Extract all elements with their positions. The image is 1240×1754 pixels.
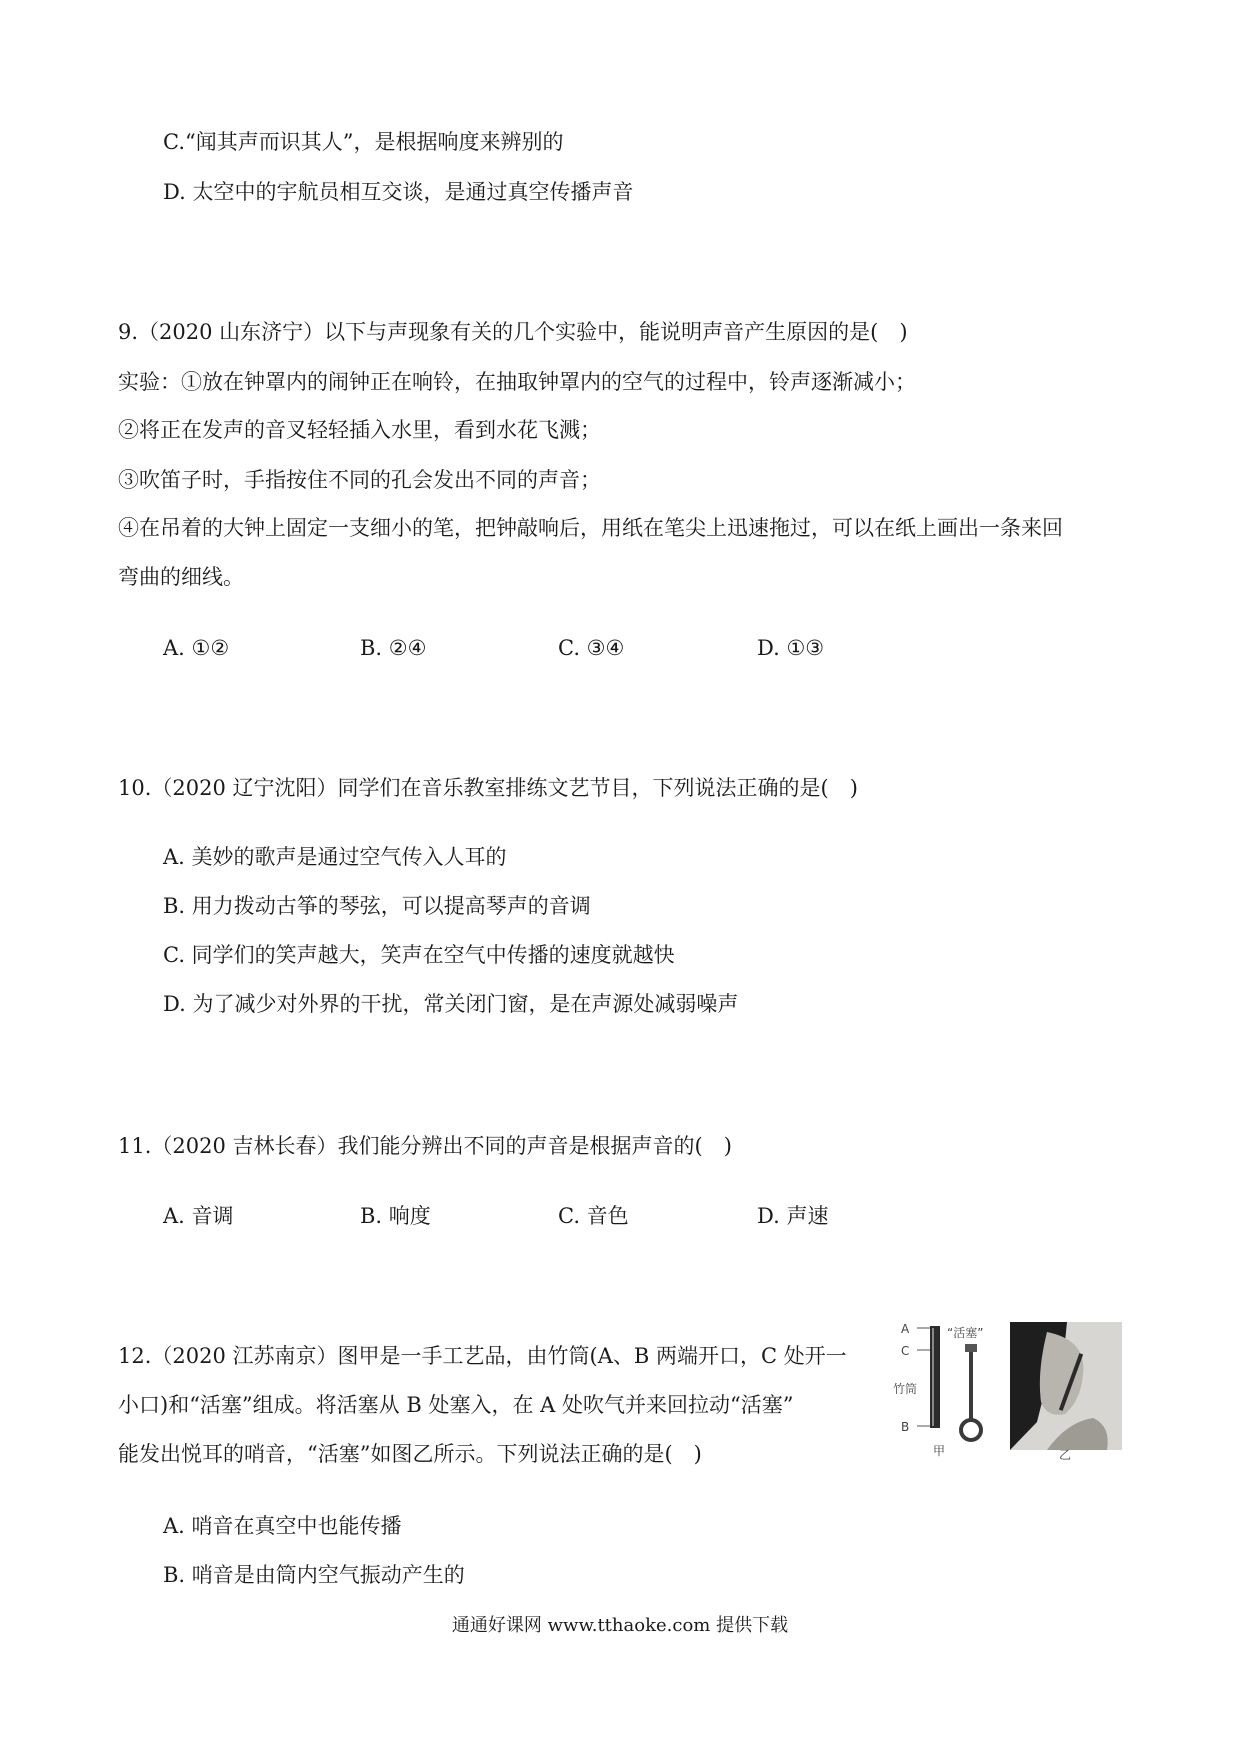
q10-stem: 10.（2020 辽宁沈阳）同学们在音乐教室排练文艺节目，下列说法正确的是( ) <box>118 776 858 800</box>
q9-option-b: B. ②④ <box>360 636 427 660</box>
q10-option-a: A. 美妙的歌声是通过空气传入人耳的 <box>163 845 507 869</box>
figure-caption-yi: 乙 <box>1059 1448 1072 1462</box>
q12-stem-line-2: 小口)和“活塞”组成。将活塞从 B 处塞入，在 A 处吹气并来回拉动“活塞” <box>118 1393 794 1417</box>
q9-experiment-2: ②将正在发声的音叉轻轻插入水里，看到水花飞溅； <box>118 418 601 442</box>
q12-option-a: A. 哨音在真空中也能传播 <box>163 1514 402 1538</box>
q10-option-b: B. 用力拨动古筝的琴弦，可以提高琴声的音调 <box>163 894 591 918</box>
q8-option-d: D. 太空中的宇航员相互交谈，是通过真空传播声音 <box>163 180 634 204</box>
q9-experiment-4: ④在吊着的大钟上固定一支细小的笔，把钟敲响后，用纸在笔尖上迅速拖过，可以在纸上画出一条来回 <box>118 516 1063 540</box>
q9-experiment-3: ③吹笛子时，手指按住不同的孔会发出不同的声音； <box>118 468 601 492</box>
q11-option-d: D. 声速 <box>757 1204 829 1228</box>
q8-option-c: C.“闻其声而识其人”，是根据响度来辨别的 <box>163 130 564 154</box>
q11-option-b: B. 响度 <box>360 1204 431 1228</box>
q9-experiment-4-cont: 弯曲的细线。 <box>118 565 244 589</box>
q11-option-c: C. 音色 <box>558 1204 629 1228</box>
q11-stem: 11.（2020 吉林长春）我们能分辨出不同的声音是根据声音的( ) <box>118 1134 732 1158</box>
bamboo-whistle-illustration <box>897 1322 1123 1462</box>
q9-stem: 9.（2020 山东济宁）以下与声现象有关的几个实验中，能说明声音产生原因的是( ) <box>118 320 908 344</box>
piston-ring <box>961 1420 981 1440</box>
figure-label-piston: “活塞” <box>947 1326 984 1340</box>
q12-figure <box>893 1322 1123 1462</box>
figure-label-b: B <box>901 1420 910 1434</box>
page-footer: 通通好课网 www.tthaoke.com 提供下载 <box>451 1615 789 1636</box>
figure-label-a: A <box>901 1322 910 1336</box>
q9-option-a: A. ①② <box>163 636 230 660</box>
figure-caption-jia: 甲 <box>933 1444 946 1458</box>
q9-option-d: D. ①③ <box>757 636 825 660</box>
q9-option-c: C. ③④ <box>558 636 625 660</box>
q10-option-d: D. 为了减少对外界的干扰，常关闭门窗，是在声源处减弱噪声 <box>163 992 739 1016</box>
q11-option-a: A. 音调 <box>163 1204 234 1228</box>
q12-option-b: B. 哨音是由筒内空气振动产生的 <box>163 1563 465 1587</box>
q12-stem-line-1: 12.（2020 江苏南京）图甲是一手工艺品，由竹筒(A、B 两端开口，C 处开一 <box>118 1344 847 1368</box>
figure-label-c: C <box>901 1344 910 1358</box>
bamboo-tube <box>930 1326 940 1428</box>
figure-label-tube: 竹筒 <box>893 1382 918 1396</box>
q9-experiment-1: 实验：①放在钟罩内的闹钟正在响铃，在抽取钟罩内的空气的过程中，铃声逐渐减小； <box>118 370 916 394</box>
piston-rod <box>969 1348 973 1420</box>
q12-stem-line-3: 能发出悦耳的哨音，“活塞”如图乙所示。下列说法正确的是( ) <box>118 1442 702 1466</box>
q10-option-c: C. 同学们的笑声越大，笑声在空气中传播的速度就越快 <box>163 943 675 967</box>
